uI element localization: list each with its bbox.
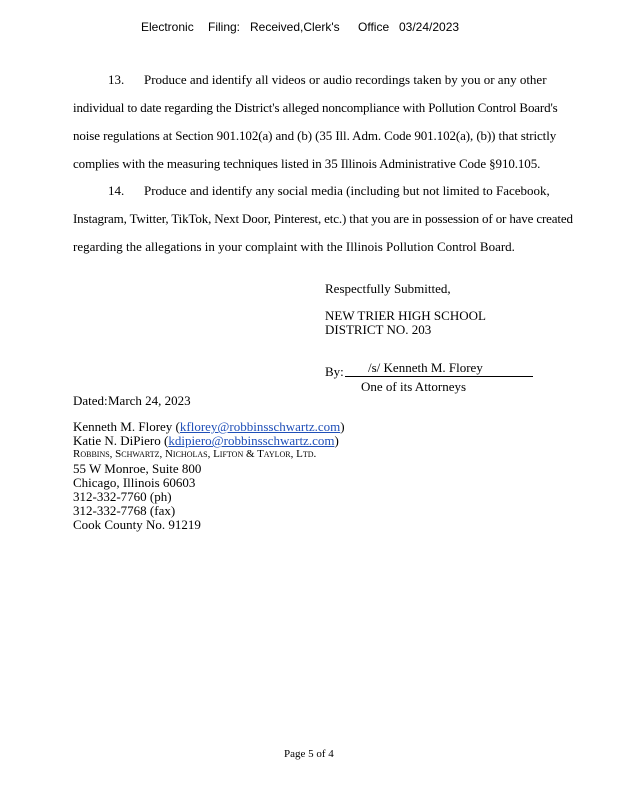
signature-role: One of its Attorneys: [361, 379, 467, 394]
header-filing: Filing:: [208, 20, 241, 34]
dated-value: March 24, 2023: [108, 393, 191, 408]
attorney-row: Kenneth M. Florey (kflorey@robbinsschwartz.com): [73, 419, 345, 434]
attorney-email-link[interactable]: kflorey@robbinsschwartz.com: [179, 419, 341, 434]
request-line: noise regulations at Section 901.102(a) and (b) (35 Ill. Adm. Code 901.102(a), (b)) that strictly: [73, 128, 557, 143]
request-number: 13.: [108, 72, 125, 87]
attorney-row: Katie N. DiPiero (kdipiero@robbinsschwartz.com): [73, 433, 339, 448]
attorney-name: Kenneth M. Florey: [73, 419, 173, 434]
dated-label: Dated:: [73, 393, 108, 408]
page-number: Page 5 of 4: [284, 748, 334, 760]
header-received: Received,Clerk's: [250, 20, 340, 34]
header-office: Office: [358, 20, 390, 34]
request-line: Instagram, Twitter, TikTok, Next Door, Pinterest, etc.) that you are in possession of or have created: [73, 211, 573, 226]
firm-fax: 312-332-7768 (fax): [73, 503, 176, 518]
signature-name: /s/ Kenneth M. Florey: [368, 360, 483, 375]
firm-address-1: 55 W Monroe, Suite 800: [73, 461, 202, 476]
firm-county: Cook County No. 91219: [73, 517, 201, 532]
firm-address-2: Chicago, Illinois 60603: [73, 475, 196, 490]
signature-line: [345, 376, 533, 377]
by-label: By:: [325, 364, 344, 379]
attorney-email-link[interactable]: kdipiero@robbinsschwartz.com: [168, 433, 335, 448]
attorney-name: Katie N. DiPiero: [73, 433, 161, 448]
firm-phone: 312-332-7760 (ph): [73, 489, 172, 504]
closing: Respectfully Submitted,: [325, 281, 451, 296]
request-line: Produce and identify any social media (including but not limited to Facebook,: [144, 183, 550, 198]
header-electronic: Electronic: [141, 20, 194, 34]
request-line: Produce and identify all videos or audio recordings taken by you or any other: [144, 72, 547, 87]
request-number: 14.: [108, 183, 125, 198]
party-line-2: DISTRICT NO. 203: [325, 322, 432, 337]
party-line-1: NEW TRIER HIGH SCHOOL: [325, 308, 486, 323]
firm-name: Robbins, Schwartz, Nicholas, Lifton & Taylor, Ltd.: [73, 448, 317, 460]
request-line: individual to date regarding the District's alleged noncompliance with Pollution Control Board's: [73, 100, 558, 115]
request-line: complies with the measuring techniques listed in 35 Illinois Administrative Code §910.105.: [73, 156, 541, 171]
request-line: regarding the allegations in your complaint with the Illinois Pollution Control Board.: [73, 239, 515, 254]
header-date: 03/24/2023: [399, 20, 460, 34]
